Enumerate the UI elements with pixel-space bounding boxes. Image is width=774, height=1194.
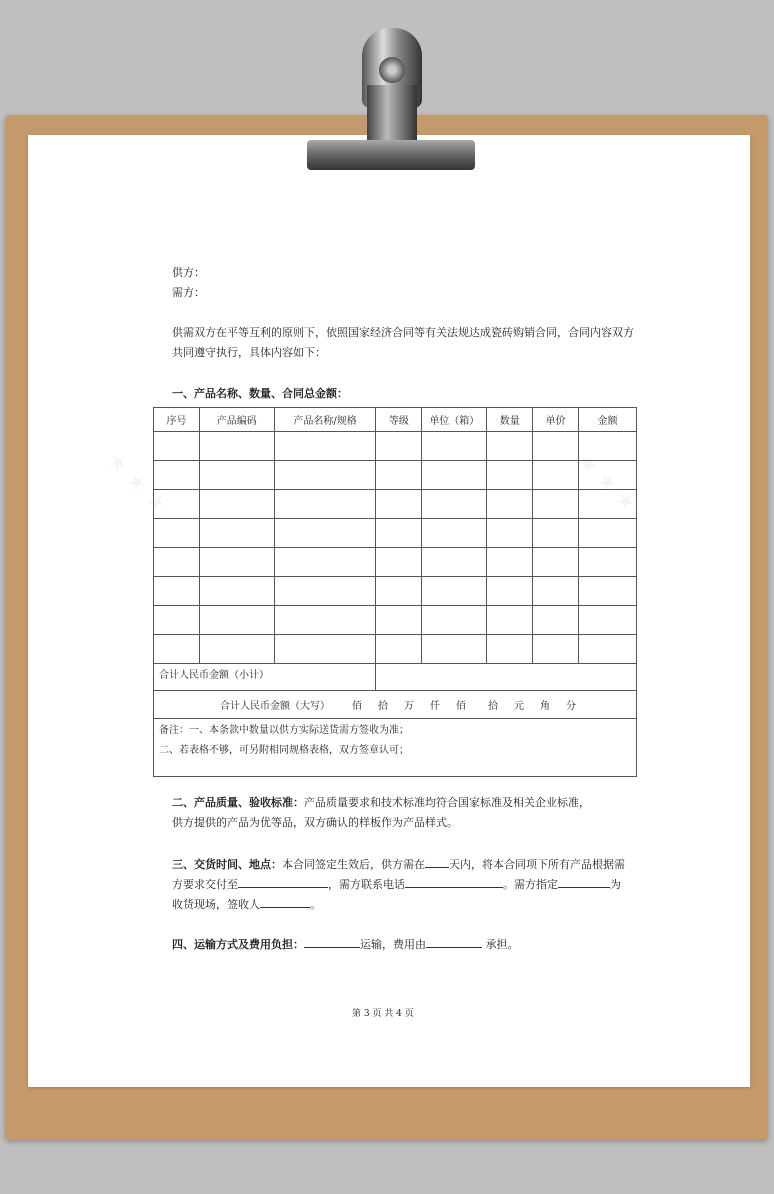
binder-clip xyxy=(307,25,475,177)
intro-line-1: 供需双方在平等互利的原则下，依照国家经济合同等有关法规达成瓷砖购销合同，合同内容双方 xyxy=(172,326,634,339)
table-cell[interactable] xyxy=(154,490,200,519)
table-cell[interactable] xyxy=(274,635,376,664)
col-header: 金额 xyxy=(579,408,637,432)
table-cell[interactable] xyxy=(154,577,200,606)
table-cell[interactable] xyxy=(274,461,376,490)
table-cell[interactable] xyxy=(422,519,487,548)
col-header: 序号 xyxy=(154,408,200,432)
table-cell[interactable] xyxy=(422,577,487,606)
table-cell[interactable] xyxy=(487,519,533,548)
table-row xyxy=(154,432,637,461)
table-row xyxy=(154,635,637,664)
table-cell[interactable] xyxy=(376,577,422,606)
section3-text: 天内，将本合同项下所有产品根据需 xyxy=(449,858,625,871)
col-header: 数量 xyxy=(487,408,533,432)
page-number: 第 3 页 共 4 页 xyxy=(352,1009,414,1019)
section3-text: 本合同签定生效后，供方需在 xyxy=(282,858,425,871)
table-cell[interactable] xyxy=(376,635,422,664)
table-row xyxy=(154,490,637,519)
table-cell[interactable] xyxy=(533,635,579,664)
subtotal-row xyxy=(154,664,637,691)
table-cell[interactable] xyxy=(376,548,422,577)
unit-label: 佰 xyxy=(456,701,466,712)
supplier-label: 供方： xyxy=(172,266,205,279)
table-row xyxy=(154,548,637,577)
table-cell[interactable] xyxy=(533,606,579,635)
note-1: 备注：一、本条款中数量以供方实际送货需方签收为准； xyxy=(159,725,409,736)
total-upper-label: 合计人民币金额（大写） xyxy=(220,701,330,712)
clip-hole xyxy=(379,57,405,83)
section2-title: 二、产品质量、验收标准： xyxy=(172,796,304,809)
section3-text: 为 xyxy=(610,878,621,891)
table-cell[interactable] xyxy=(199,635,274,664)
table-cell[interactable] xyxy=(154,432,200,461)
table-cell[interactable] xyxy=(199,519,274,548)
signer-blank[interactable] xyxy=(260,896,310,908)
table-cell[interactable] xyxy=(376,432,422,461)
section3-title: 三、交货时间、地点： xyxy=(172,858,282,871)
unit-label: 拾 xyxy=(378,701,388,712)
table-cell[interactable] xyxy=(422,548,487,577)
clip-base xyxy=(307,140,475,170)
table-cell[interactable] xyxy=(154,461,200,490)
table-cell[interactable] xyxy=(533,519,579,548)
table-cell[interactable] xyxy=(422,432,487,461)
unit-label: 元 xyxy=(514,701,524,712)
col-header: 产品编码 xyxy=(199,408,274,432)
unit-label: 分 xyxy=(566,701,576,712)
table-cell[interactable] xyxy=(487,606,533,635)
section4-title: 四、运输方式及费用负担： xyxy=(172,938,304,951)
notes-cell xyxy=(154,719,637,777)
table-cell[interactable] xyxy=(487,635,533,664)
table-cell[interactable] xyxy=(199,548,274,577)
total-upper-row xyxy=(154,691,637,719)
intro-line-2: 共同遵守执行，具体内容如下： xyxy=(172,346,326,359)
table-header-row xyxy=(154,408,637,432)
clip-body xyxy=(367,85,417,145)
product-table xyxy=(153,407,637,777)
col-header: 单价 xyxy=(533,408,579,432)
table-cell[interactable] xyxy=(274,548,376,577)
table-cell[interactable] xyxy=(422,461,487,490)
note-2: 二、若表格不够，可另附相同规格表格，双方签章认可； xyxy=(159,745,409,756)
table-cell[interactable] xyxy=(533,490,579,519)
phone-blank[interactable] xyxy=(405,876,503,888)
table-cell[interactable] xyxy=(487,490,533,519)
subtotal-label: 合计人民币金额（小计） xyxy=(154,664,376,691)
subtotal-value[interactable] xyxy=(376,664,637,691)
table-cell[interactable] xyxy=(199,461,274,490)
buyer-label: 需方： xyxy=(172,286,205,299)
table-cell[interactable] xyxy=(376,490,422,519)
section2-line-1 xyxy=(172,796,590,810)
section1-title: 一、产品名称、数量、合同总金额： xyxy=(172,387,348,400)
table-cell[interactable] xyxy=(579,490,637,519)
table-cell[interactable] xyxy=(274,606,376,635)
section3-text: 收货现场，签收人 xyxy=(172,898,260,911)
section3-line-3 xyxy=(172,896,321,912)
section3-line-2 xyxy=(172,876,621,892)
table-cell[interactable] xyxy=(154,606,200,635)
table-cell[interactable] xyxy=(579,432,637,461)
table-cell[interactable] xyxy=(199,432,274,461)
table-cell[interactable] xyxy=(199,577,274,606)
col-header: 等级 xyxy=(376,408,422,432)
table-cell[interactable] xyxy=(579,635,637,664)
table-row xyxy=(154,606,637,635)
section4-text: 运输，费用由 xyxy=(360,938,426,951)
unit-label: 角 xyxy=(540,701,550,712)
table-cell[interactable] xyxy=(487,461,533,490)
table-cell[interactable] xyxy=(154,635,200,664)
table-cell[interactable] xyxy=(274,490,376,519)
section2-line1-text: 产品质量要求和技术标准均符合国家标准及相关企业标准， xyxy=(304,796,590,809)
table-cell[interactable] xyxy=(422,606,487,635)
transport-blank[interactable] xyxy=(304,936,360,948)
table-cell[interactable] xyxy=(199,606,274,635)
section3-text: ，需方联系电话 xyxy=(328,878,405,891)
table-cell[interactable] xyxy=(376,461,422,490)
table-cell[interactable] xyxy=(579,577,637,606)
table-cell[interactable] xyxy=(274,432,376,461)
table-cell[interactable] xyxy=(199,490,274,519)
section3-text: 。 xyxy=(310,898,321,911)
table-cell[interactable] xyxy=(274,577,376,606)
section4-text: 承担。 xyxy=(485,938,519,951)
table-cell[interactable] xyxy=(487,432,533,461)
section3-text: 。需方指定 xyxy=(503,878,558,891)
section3-text: 方要求交付至 xyxy=(172,878,238,891)
table-cell[interactable] xyxy=(487,577,533,606)
unit-label: 仟 xyxy=(430,701,440,712)
table-row xyxy=(154,461,637,490)
notes-row xyxy=(154,719,637,777)
total-upper-cell[interactable] xyxy=(154,691,637,719)
cost-bearer-blank[interactable] xyxy=(426,936,482,948)
table-cell[interactable] xyxy=(579,519,637,548)
table-cell[interactable] xyxy=(154,548,200,577)
unit-label: 拾 xyxy=(488,701,498,712)
table-cell[interactable] xyxy=(274,519,376,548)
table-cell[interactable] xyxy=(533,432,579,461)
table-cell[interactable] xyxy=(579,461,637,490)
table-cell[interactable] xyxy=(533,461,579,490)
table-cell[interactable] xyxy=(487,548,533,577)
table-cell[interactable] xyxy=(579,606,637,635)
col-header: 产品名称/规格 xyxy=(274,408,376,432)
section2-line-2: 供方提供的产品为优等品，双方确认的样板作为产品样式。 xyxy=(172,816,458,829)
table-row xyxy=(154,519,637,548)
table-cell[interactable] xyxy=(422,635,487,664)
table-cell[interactable] xyxy=(376,606,422,635)
unit-label: 万 xyxy=(404,701,414,712)
designated-blank[interactable] xyxy=(558,876,610,888)
table-cell[interactable] xyxy=(533,577,579,606)
col-header: 单位（箱） xyxy=(422,408,487,432)
table-cell[interactable] xyxy=(579,548,637,577)
table-cell[interactable] xyxy=(533,548,579,577)
section4-line xyxy=(172,936,519,952)
table-cell[interactable] xyxy=(154,519,200,548)
section3-line-1 xyxy=(172,856,625,872)
unit-label: 佰 xyxy=(352,701,362,712)
table-cell[interactable] xyxy=(422,490,487,519)
days-blank[interactable] xyxy=(425,856,449,868)
delivery-address-blank[interactable] xyxy=(238,876,328,888)
table-row xyxy=(154,577,637,606)
table-cell[interactable] xyxy=(376,519,422,548)
